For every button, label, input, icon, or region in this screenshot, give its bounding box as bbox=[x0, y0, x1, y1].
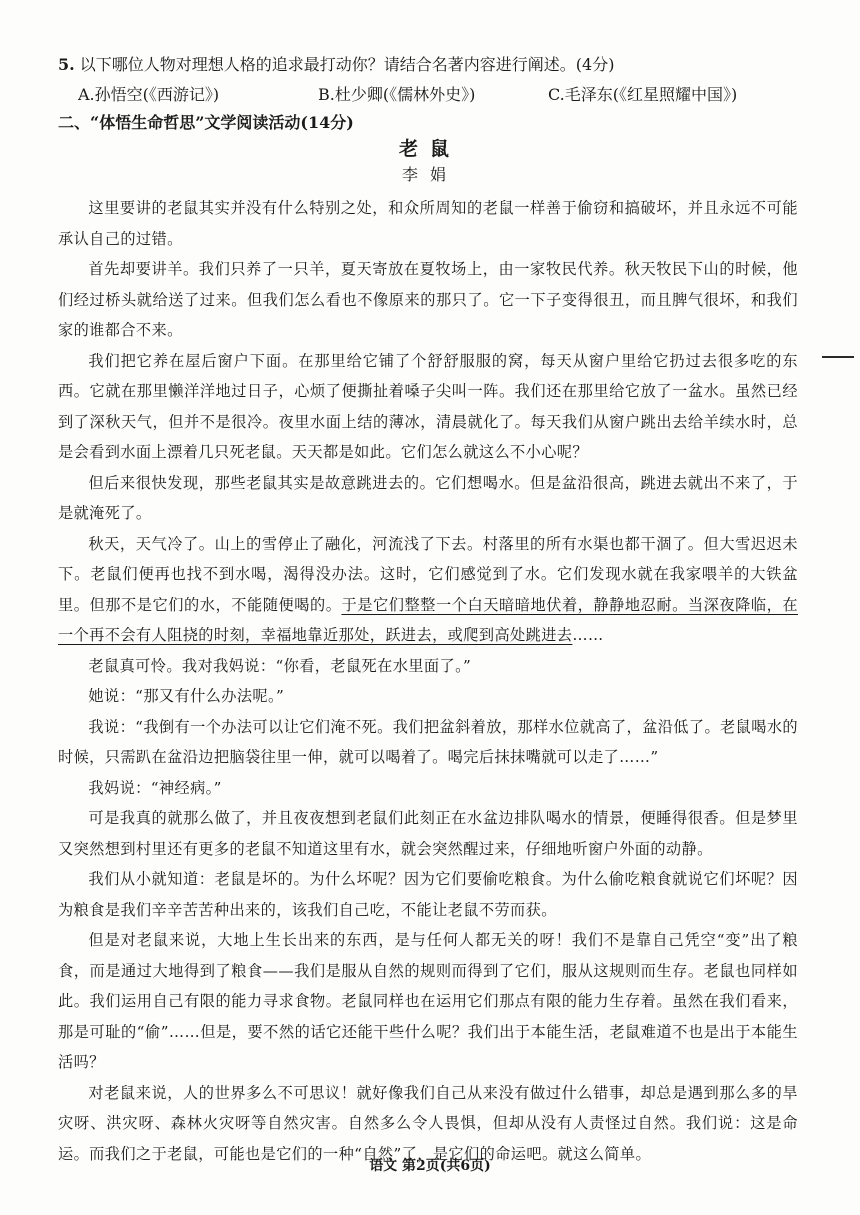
paragraph: 我妈说：“神经病。” bbox=[88, 778, 222, 797]
article-author: 李娟 bbox=[401, 165, 458, 184]
paragraph-text: 秋天，天气冷了。山上的雪停止了融化，河流浅了下去。村落里的所有水渠也都干涸了。但大雪迟迟未下。老鼠们便再也找不到水喝，渴得没办法。这时，它们感觉到了水。它们发现水就在我家喂羊的大铁盆里。但那不是它们的水，不能随便喝的。 bbox=[58, 534, 798, 614]
option-a: A.孙悟空(《西游记》) bbox=[78, 85, 220, 104]
article-title: 老鼠 bbox=[398, 138, 461, 160]
article-body bbox=[58, 193, 798, 1169]
ellipsis: …… bbox=[572, 626, 604, 644]
page-footer: 语文 第2页(共6页) bbox=[369, 1158, 491, 1174]
section-heading: 二、“体悟生命哲思”文学阅读活动(14分) bbox=[58, 113, 354, 132]
paragraph: 我们从小就知道：老鼠是坏的。为什么坏呢？因为它们要偷吃粮食。为什么偷吃粮食就说它们坏呢？因为粮食是我们辛辛苦苦种出来的，该我们自己吃，不能让老鼠不劳而获。 bbox=[58, 870, 798, 919]
paragraph: 首先却要讲羊。我们只养了一只羊，夏天寄放在夏牧场上，由一家牧民代养。秋天牧民下山的时候，他们经过桥头就给送了过来。但我们怎么看也不像原来的那只了。它一下子变得很丑，而且脾气很坏，和我们家的谁都合不来。 bbox=[58, 260, 798, 339]
underlined-passage: 于是它们整整一个白天暗暗地伏着，静静地忍耐。当深夜降临，在一个再不会有人阻挠的时刻，幸福地靠近那处，跃进去，或爬到高处跳进去 bbox=[58, 595, 798, 644]
question-5-options bbox=[78, 82, 818, 108]
paragraph: 她说：“那又有什么办法呢。” bbox=[88, 687, 285, 705]
paragraph: 我们把它养在屋后窗户下面。在那里给它铺了个舒舒服服的窝，每天从窗户里给它扔过去很多吃的东西。它就在那里懒洋洋地过日子，心烦了便撕扯着嗓子尖叫一阵。我们还在那里给它放了一盆水。虽然已经到了深秋天气，但并不是很冷。夜里水面上结的薄冰，清晨就化了。每天我们从窗户跳出去给羊续水时，总是会看到水面上漂着几只死老鼠。天天都是如此。它们怎么就这么不小心呢？ bbox=[58, 351, 798, 461]
question-number: 5. bbox=[58, 55, 75, 74]
option-b: B.杜少卿(《儒林外史》) bbox=[318, 85, 476, 104]
paragraph: 我说：“我倒有一个办法可以让它们淹不死。我们把盆斜着放，那样水位就高了，盆沿低了。老鼠喝水的时候，只需趴在盆沿边把脑袋往里一伸，就可以喝着了。喝完后抹抹嘴就可以走了……” bbox=[58, 717, 798, 766]
paragraph: 但是对老鼠来说，大地上生长出来的东西，是与任何人都无关的呀！我们不是靠自己凭空“变”出了粮食，而是通过大地得到了粮食——我们是服从自然的规则而得到了它们，服从这规则而生存。老鼠也同样如此。我们运用自己有限的能力寻求食物。老鼠同样也在运用它们那点有限的能力生存着。虽然在我们看来，那是可耻的“偷”……但是，要不然的话它还能干些什么呢？我们出于本能生活，老鼠难道不也是出于本能生活吗？ bbox=[58, 931, 798, 1071]
paragraph: 老鼠真可怜。我对我妈说：“你看，老鼠死在水里面了。” bbox=[88, 656, 472, 675]
paragraph: 这里要讲的老鼠其实并没有什么特别之处，和众所周知的老鼠一样善于偷窃和搞破坏，并且永远不可能承认自己的过错。 bbox=[58, 199, 798, 248]
question-text: 以下哪位人物对理想人格的追求最打动你？请结合名著内容进行阐述。(4分) bbox=[79, 55, 615, 74]
paragraph: 可是我真的就那么做了，并且夜夜想到老鼠们此刻正在水盆边排队喝水的情景，便睡得很香。但是梦里又突然想到村里还有更多的老鼠不知道这里有水，就会突然醒过来，仔细地听窗户外面的动静。 bbox=[58, 809, 798, 858]
paragraph-with-underline bbox=[58, 529, 798, 651]
option-c: C.毛泽东(《红星照耀中国》) bbox=[548, 85, 738, 104]
margin-line bbox=[822, 356, 854, 358]
question-5 bbox=[58, 52, 818, 78]
paragraph: 但后来很快发现，那些老鼠其实是故意跳进去的。它们想喝水。但是盆沿很高，跳进去就出不来了，于是就淹死了。 bbox=[58, 473, 798, 522]
paragraph: 对老鼠来说，人的世界多么不可思议！就好像我们自己从来没有做过什么错事，却总是遇到那么多的旱灾呀、洪灾呀、森林火灾呀等自然灾害。自然多么令人畏惧，但却从没有人责怪过自然。我们说：这是命运。而我们之于老鼠，可能也是它们的一种“自然”了，是它们的命运吧。就这么简单。 bbox=[58, 1083, 798, 1163]
